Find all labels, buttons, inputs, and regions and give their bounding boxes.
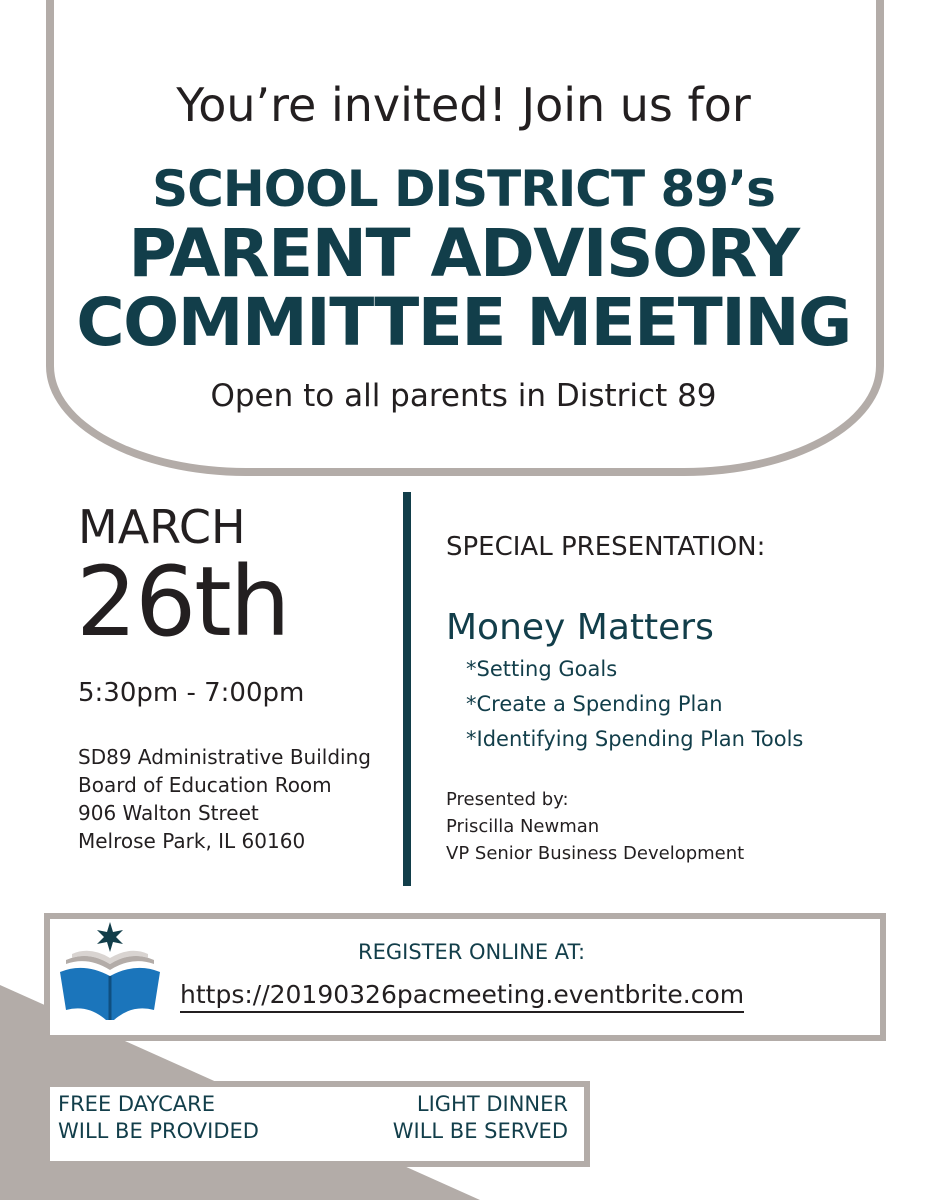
daycare-line-1: FREE DAYCARE	[58, 1092, 215, 1116]
daycare-line-2: WILL BE PROVIDED	[58, 1119, 259, 1143]
register-box	[44, 913, 886, 1041]
address-line: 906 Walton Street	[78, 801, 259, 825]
register-label: REGISTER ONLINE AT:	[358, 940, 586, 964]
special-presentation-heading: SPECIAL PRESENTATION:	[446, 532, 766, 562]
dinner-note	[360, 1091, 568, 1145]
event-address	[78, 743, 371, 855]
presenter-info	[446, 786, 744, 867]
presentation-title: Money Matters	[446, 607, 714, 648]
presenter-name: Priscilla Newman	[446, 816, 600, 837]
presentation-topics	[466, 652, 803, 757]
event-time: 5:30pm - 7:00pm	[78, 678, 305, 708]
address-line: Board of Education Room	[78, 773, 332, 797]
title-line-2: PARENT ADVISORY	[128, 215, 799, 292]
event-day: 26th	[76, 546, 289, 658]
topic-item: *Identifying Spending Plan Tools	[466, 727, 804, 751]
address-line: Melrose Park, IL 60160	[78, 829, 306, 853]
audience-subtitle: Open to all parents in District 89	[210, 378, 717, 414]
topic-item: *Setting Goals	[466, 657, 618, 681]
invite-line: You’re invited! Join us for	[176, 78, 751, 132]
presenter-title: VP Senior Business Development	[446, 843, 745, 864]
presented-by-label: Presented by:	[446, 789, 569, 810]
dinner-line-2: WILL BE SERVED	[392, 1119, 568, 1143]
title-line-1: SCHOOL DISTRICT 89’s	[152, 160, 775, 218]
dinner-line-1: LIGHT DINNER	[416, 1092, 568, 1116]
daycare-note	[58, 1091, 259, 1145]
topic-item: *Create a Spending Plan	[466, 692, 723, 716]
address-line: SD89 Administrative Building	[78, 745, 371, 769]
title-line-3: COMMITTEE MEETING	[76, 284, 851, 361]
event-month: MARCH	[78, 500, 246, 554]
column-divider	[403, 492, 411, 886]
registration-link[interactable]: https://20190326pacmeeting.eventbrite.com	[180, 980, 744, 1013]
open-book-star-icon	[54, 920, 166, 1032]
